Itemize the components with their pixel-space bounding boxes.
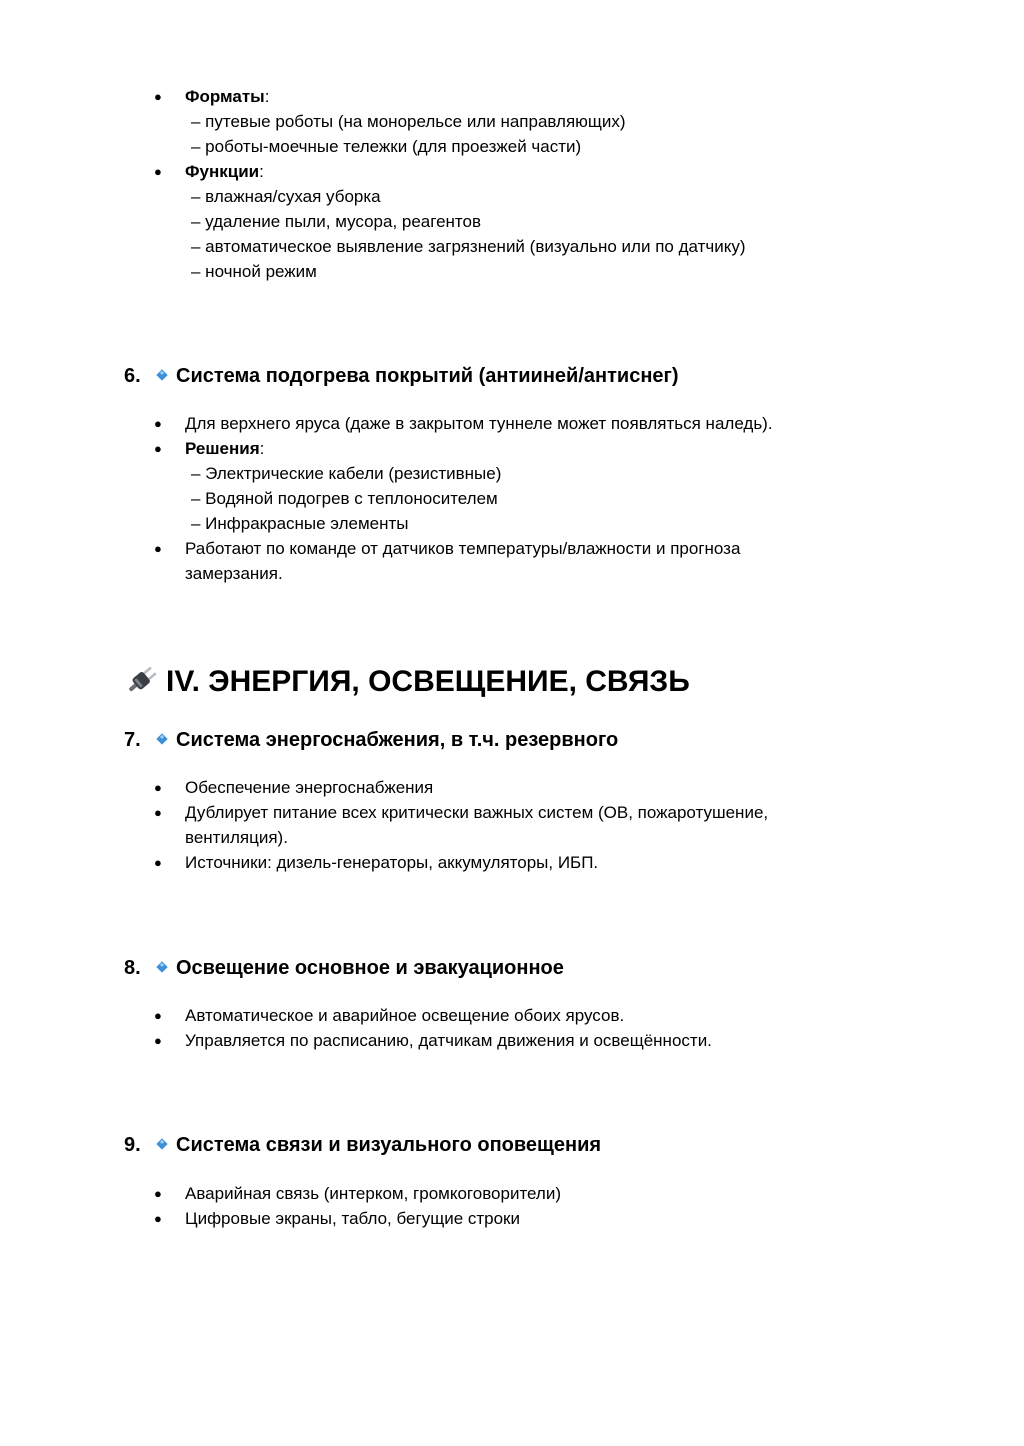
section-title: Освещение основное и эвакуационное bbox=[176, 957, 564, 979]
list-item-text: ● Автоматическое и аварийное освещение обоих ярусов. bbox=[185, 1006, 625, 1025]
list-item bbox=[185, 536, 865, 586]
list-item-text: ● Управляется по расписанию, датчикам движения и освещённости. bbox=[185, 1031, 712, 1050]
list-item-text: ● Обеспечение энергоснабжения bbox=[185, 778, 434, 797]
functions-item: – ночной режим bbox=[191, 262, 317, 281]
list-item-solutions bbox=[185, 436, 865, 536]
blue-diamond-icon bbox=[156, 369, 167, 380]
list-item bbox=[185, 1206, 865, 1231]
section-9-heading bbox=[124, 1131, 601, 1159]
list-item-text: ● Дублирует питание всех критически важных систем (ОВ, пожаротушение, bbox=[185, 803, 769, 822]
section-number: 6. bbox=[124, 365, 141, 387]
formats-label: Форматы bbox=[185, 87, 265, 106]
list-item-text: ● Цифровые экраны, табло, бегущие строки bbox=[185, 1209, 520, 1228]
blue-diamond-icon bbox=[156, 733, 167, 744]
functions-label: Функции bbox=[185, 162, 260, 181]
part-heading bbox=[124, 662, 690, 702]
section-title: Система подогрева покрытий (антииней/антиснег) bbox=[176, 365, 679, 387]
section-number: 8. bbox=[124, 957, 141, 979]
list-item bbox=[185, 800, 865, 850]
solutions-item: – Водяной подогрев с теплоносителем bbox=[191, 489, 498, 508]
solutions-label: Решения bbox=[185, 439, 260, 458]
blue-diamond-icon bbox=[156, 1138, 167, 1149]
list-item-text: ● Работают по команде от датчиков температуры/влажности и прогноза bbox=[185, 539, 741, 558]
list-item bbox=[185, 775, 865, 800]
section-7-heading bbox=[124, 726, 618, 754]
colon: : bbox=[259, 162, 264, 181]
functions-item: – автоматическое выявление загрязнений (визуально или по датчику) bbox=[191, 237, 746, 256]
electric-plug-icon bbox=[124, 665, 160, 695]
list-item-text: вентиляция). bbox=[185, 828, 288, 847]
list-item bbox=[185, 850, 865, 875]
formats-item: – путевые роботы (на монорельсе или направляющих) bbox=[191, 112, 626, 131]
section-8-heading bbox=[124, 954, 564, 982]
list-item-functions bbox=[185, 159, 865, 284]
list-item bbox=[185, 1181, 865, 1206]
functions-item: – влажная/сухая уборка bbox=[191, 187, 381, 206]
solutions-item: – Инфракрасные элементы bbox=[191, 514, 409, 533]
section-number: 9. bbox=[124, 1134, 141, 1156]
colon: : bbox=[259, 439, 265, 458]
section-6-heading bbox=[124, 362, 679, 390]
section-number: 7. bbox=[124, 729, 141, 751]
solutions-item: – Электрические кабели (резистивные) bbox=[191, 464, 502, 483]
blue-diamond-icon bbox=[156, 961, 167, 972]
list-item-text: ● Источники: дизель-генераторы, аккумуляторы, ИБП. bbox=[185, 853, 599, 872]
colon: : bbox=[264, 87, 270, 106]
list-item bbox=[185, 411, 865, 436]
section-title: Система энергоснабжения, в т.ч. резервного bbox=[176, 729, 619, 751]
section-title: Система связи и визуального оповещения bbox=[176, 1134, 602, 1156]
formats-item: – роботы-моечные тележки (для проезжей части) bbox=[191, 137, 582, 156]
functions-item: – удаление пыли, мусора, реагентов bbox=[191, 212, 482, 231]
list-item-formats bbox=[185, 84, 865, 159]
list-item-text: ● Аварийная связь (интерком, громкоговорители) bbox=[185, 1184, 562, 1203]
list-item bbox=[185, 1028, 865, 1053]
part-title: IV. ЭНЕРГИЯ, ОСВЕЩЕНИЕ, СВЯЗЬ bbox=[166, 665, 690, 698]
list-item bbox=[185, 1003, 865, 1028]
list-item-text: замерзания. bbox=[185, 564, 283, 583]
list-item-text: ● Для верхнего яруса (даже в закрытом туннеле может появляться наледь). bbox=[185, 414, 773, 433]
